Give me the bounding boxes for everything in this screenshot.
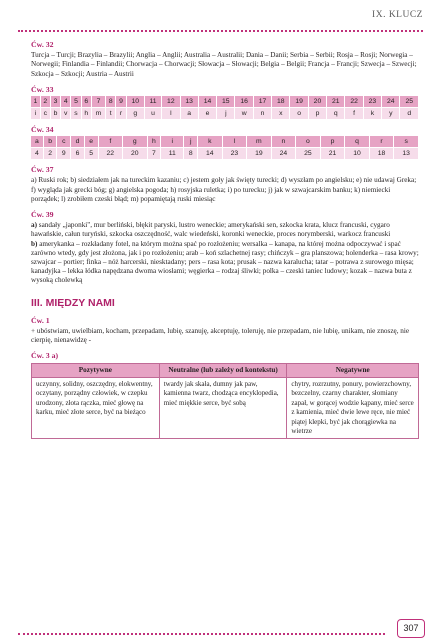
table-cell-letter: a [180, 108, 198, 120]
table-cell-letter: g [123, 136, 148, 148]
table-cell-number: 13 [180, 96, 198, 108]
table-cell-number: 6 [81, 96, 91, 108]
page-number: 307 [397, 619, 425, 638]
table-cell-number: 18 [369, 148, 394, 160]
table-cell-number: 10 [345, 148, 370, 160]
header-neutral: Neutralne (lub zależy od kontekstu) [159, 363, 287, 377]
table-cell-number: 4 [61, 96, 71, 108]
part-b-text: amerykanka – rozkładany fotel, na którym można spać po rozłożeniu; wersalka – kanapa, na której można odpoczywać i spać zarówno wtedy, gdy jest złożona, jak i po rozłożeniu; arab – koń szlachetnej rasy; chińczyk – gra planszowa; holenderka – rasa krowy; szwajcar – portier; finka – nóż harcerski, niesktadany; pers – rasa kota; prusak – nazwa karalucha; tatar – potrawa z surowego mięsa; kanadyjka – lekka łódka napędzana dwoma wiosłami; węgierka – rodzaj śliwki; polka – czeski taniec ludowy; kozak – nazwa buta z wysoką cholewką [31, 239, 419, 285]
table-cell-letter: x [272, 108, 290, 120]
table-cell-letter: c [57, 136, 71, 148]
table-cell-letter: b [43, 136, 57, 148]
exercise-34-label: Ćw. 34 [31, 125, 54, 135]
table-cell-letter: l [162, 108, 180, 120]
table-cell-letter: k [198, 136, 223, 148]
header-negative: Negatywne [287, 363, 419, 377]
column-negative: chytry, rozrzutny, ponury, powierzchowny, bezczelny, czarny charakter, słomiany zapał, w gorącej wodzie kąpany, mieć serce z kamienia, mieć dwie lewe ręce, nie mieć piątej klepki, być jak chorągiewka na wietrze [287, 377, 419, 438]
column-neutral: twardy jak skała, dumny jak paw, kamienna twarz, chodząca encyklopedia, mieć miękkie serce, być sobą [159, 377, 287, 438]
table-cell-letter: i [31, 108, 40, 120]
table-cell-number: 25 [296, 148, 321, 160]
exercise-37-text: a) Ruski rok; b) siedziałem jak na tureckim kazaniu; c) jestem goły jak święty turecki; d) wyszłam po angielsku; e) nie udawaj Greka; f) wygląda jak grecki bóg; g) angielska pogoda; h) rosyjska ruletka; i) po turecku; j) jak w szwajcarskim banku; k) niemiecki porządek; l) zrobiłem czeski błąd; m) popamiętają ruski miesiąc [31, 176, 417, 203]
table-cell-number: 9 [57, 148, 71, 160]
table-cell-number: 25 [400, 96, 419, 108]
table-cell-number: 15 [217, 96, 235, 108]
table-cell-letter: v [61, 108, 71, 120]
table-cell-number: 19 [247, 148, 272, 160]
section-title: III. MIĘDZY NAMI [31, 296, 115, 309]
exercise-33-label: Ćw. 33 [31, 84, 54, 94]
table-cell-number: 12 [162, 96, 180, 108]
table-cell-number: 21 [327, 96, 345, 108]
table-cell-number: 7 [91, 96, 105, 108]
table-cell-letter: j [184, 136, 198, 148]
table-cell-number: 8 [106, 96, 116, 108]
table-cell-letter: g [126, 108, 144, 120]
table-cell-letter: c [40, 108, 50, 120]
table-cell-number: 13 [394, 148, 419, 160]
part-b-marker: b) [31, 239, 38, 248]
table-cell-number: 17 [253, 96, 271, 108]
table-cell-letter: w [235, 108, 253, 120]
answer-key-content [31, 40, 419, 439]
table-cell-number: 18 [272, 96, 290, 108]
table-cell-number: 11 [144, 96, 161, 108]
table-cell-letter: a [31, 136, 43, 148]
table-cell-number: 24 [271, 148, 296, 160]
exercise-33-table [31, 96, 419, 119]
table-cell-letter: n [253, 108, 271, 120]
table-cell-number: 21 [320, 148, 345, 160]
table-cell-letter: p [320, 136, 345, 148]
exercise-1-text: + ubóstwiam, uwielbiam, kocham, przepadam, lubię, szanuję, akceptuję, toleruję, nie przepadam, nie lubię, unikam, nie znoszę, nie cierpię, nienawidzę - [31, 327, 410, 345]
exercise-32-label: Ćw. 32 [31, 40, 54, 49]
table-cell-letter: r [369, 136, 394, 148]
table-cell-letter: o [296, 136, 321, 148]
table-cell-letter: p [308, 108, 326, 120]
table-cell-number: 4 [31, 148, 43, 160]
table-cell-letter: h [147, 136, 161, 148]
table-cell-number: 5 [71, 96, 81, 108]
table-cell-number: 9 [116, 96, 126, 108]
exercise-3a-table [31, 363, 419, 440]
exercise-3a-label: Ćw. 3 a) [31, 351, 59, 361]
table-cell-letter: u [144, 108, 161, 120]
exercise-37-label: Ćw. 37 [31, 165, 54, 175]
exercise-39-part-a [31, 221, 419, 239]
table-cell-number: 14 [198, 96, 216, 108]
table-cell-letter: k [363, 108, 381, 120]
table-cell-number: 20 [308, 96, 326, 108]
table-cell-number: 1 [31, 96, 40, 108]
table-cell-letter: s [394, 136, 419, 148]
table-cell-number: 2 [40, 96, 50, 108]
table-cell-number: 7 [147, 148, 161, 160]
table-cell-letter: f [345, 108, 363, 120]
column-positive: uczynny, solidny, oszczędny, elokwentny, oczytany, porządny człowiek, w czepku urodzony, złota rączka, mieć głowę na karku, mieć złote serce, być na bieżąco [32, 377, 160, 438]
table-cell-number: 3 [50, 96, 60, 108]
exercise-1-label: Ćw. 1 [31, 315, 50, 325]
table-cell-number: 22 [98, 148, 123, 160]
table-cell-letter: q [345, 136, 370, 148]
exercise-32-text: Turcja – Turcji; Brazylia – Brazylii; Anglia – Anglii; Australia – Australii; Dania – Danii; Serbia – Serbii; Rosja – Rosji; Norwegia – Norwegii; Finlandia – Finlandii; Chorwacja – Chorwacji; Słowacja – Słowacji; Belgia – Belgii; Francja – Francji; Szwecja – Szwecji; Szkocja – Szkocji; Austria – Austrii [31, 51, 417, 78]
table-cell-number: 20 [123, 148, 148, 160]
table-cell-letter: m [247, 136, 272, 148]
running-header: IX. KLUCZ [372, 10, 423, 20]
table-cell-number: 23 [222, 148, 247, 160]
table-cell-number: 5 [84, 148, 98, 160]
table-cell-number: 8 [184, 148, 198, 160]
table-cell-number: 23 [363, 96, 381, 108]
table-cell-letter: d [71, 136, 85, 148]
table-cell-number: 16 [235, 96, 253, 108]
header-positive: Pozytywne [32, 363, 160, 377]
bottom-dotted-divider [18, 633, 385, 635]
table-cell-letter: m [91, 108, 105, 120]
table-cell-number: 11 [161, 148, 184, 160]
table-cell-letter: j [217, 108, 235, 120]
table-cell-number: 24 [382, 96, 400, 108]
table-cell-number: 22 [345, 96, 363, 108]
table-cell-letter: l [222, 136, 247, 148]
part-a-marker: a) [31, 221, 37, 230]
table-cell-letter: b [50, 108, 60, 120]
table-cell-letter: r [116, 108, 126, 120]
table-cell-letter: n [271, 136, 296, 148]
top-dotted-divider [18, 30, 423, 32]
table-cell-letter: f [98, 136, 123, 148]
exercise-34-table [31, 136, 419, 159]
table-cell-letter: e [198, 108, 216, 120]
table-cell-letter: o [290, 108, 308, 120]
table-cell-letter: e [84, 136, 98, 148]
table-cell-letter: h [81, 108, 91, 120]
table-cell-letter: t [106, 108, 116, 120]
table-cell-letter: y [382, 108, 400, 120]
exercise-39-part-b [31, 240, 419, 286]
table-cell-number: 6 [71, 148, 85, 160]
part-a-text: sandały „japonki", mur berliński, błękit paryski, lustro weneckie; amerykański sen, szkocka krata, klucz francuski, cygaro hawańskie, całun turyński, szkocka oszczędność, walc wiedeński, koronki weneckie, proces norymberski, warkocz francuski [31, 221, 391, 239]
table-cell-number: 14 [198, 148, 223, 160]
table-cell-number: 19 [290, 96, 308, 108]
table-cell-letter: d [400, 108, 419, 120]
table-cell-number: 10 [126, 96, 144, 108]
exercise-39-label: Ćw. 39 [31, 210, 54, 220]
table-cell-letter: q [327, 108, 345, 120]
table-cell-letter: i [161, 136, 184, 148]
table-cell-number: 2 [43, 148, 57, 160]
table-cell-letter: s [71, 108, 81, 120]
